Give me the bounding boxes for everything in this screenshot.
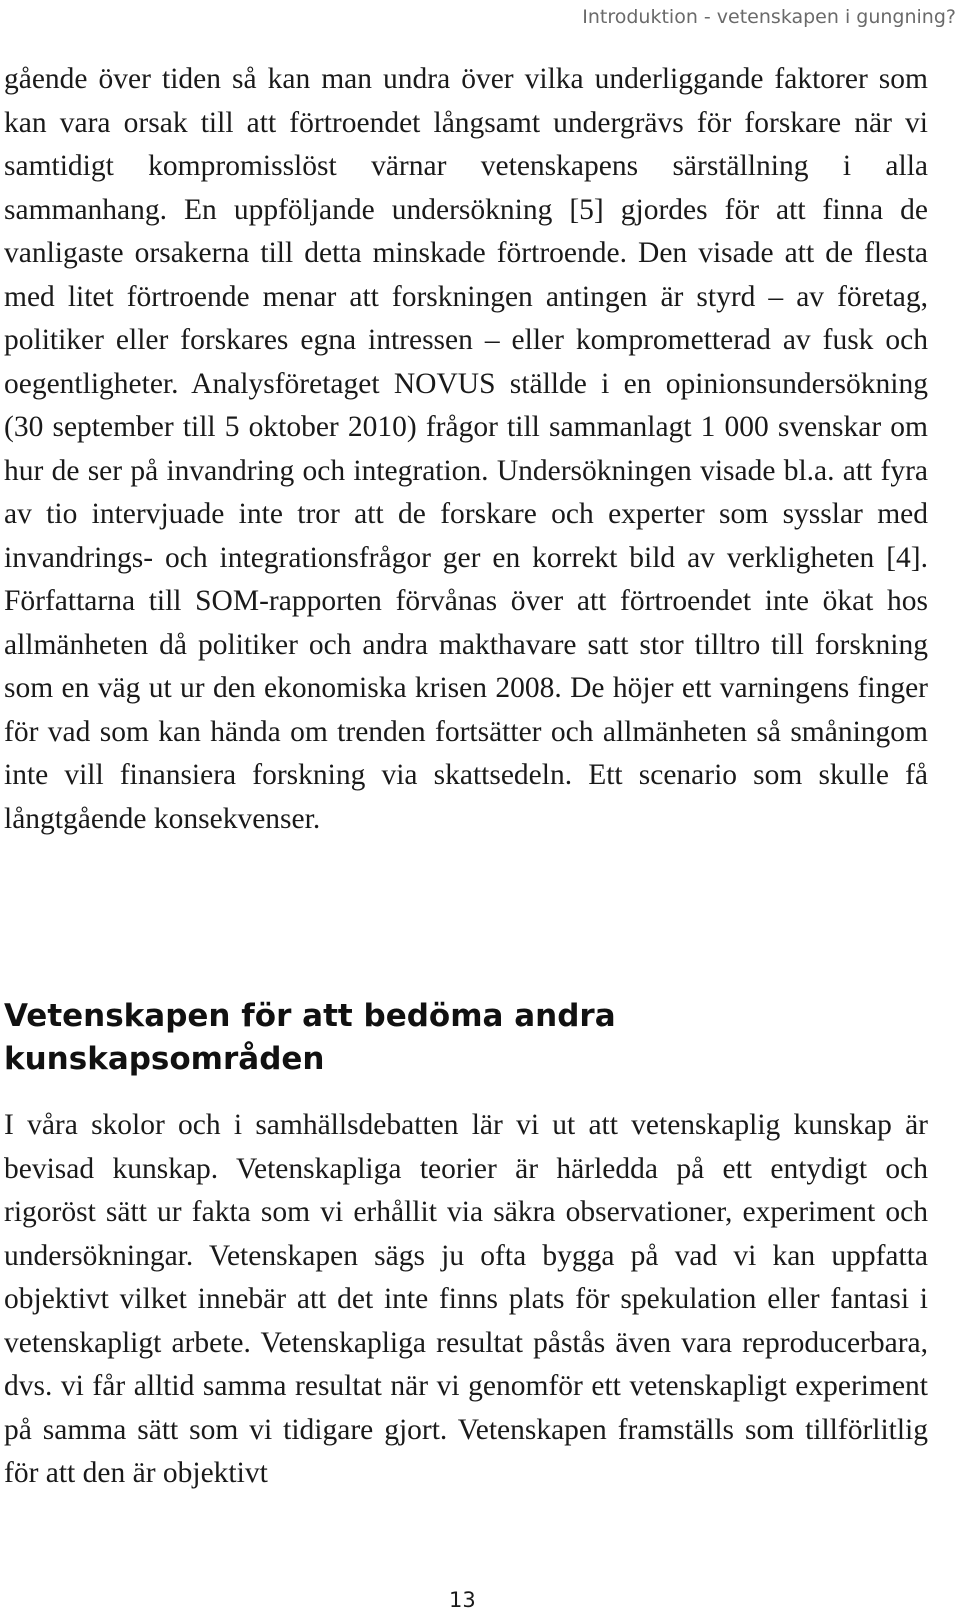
body-paragraph: I våra skolor och i samhällsdebatten lär vi ut att vetenskaplig kunskap är bevisad kunskap. Vetenskapliga teorier är härledda på ett entydigt och rigoröst sätt ur fakta som vi erhållit via säkra observationer, experiment och undersökningar. Vetenskapen sägs ju ofta bygga på vad vi kan uppfatta objektivt vilket innebär att det inte finns plats för spekulation eller fantasi i vetenskapligt arbete. Vetenskapliga resultat påstås även vara reproducerbara, dvs. vi får alltid samma resultat när vi genomför ett vetenskapligt experiment på samma sätt som vi tidigare gjort. Vetenskapen framställs som tillförlitlig för att den är objektivt xyxy=(4,1109,928,1489)
page-number: 13 xyxy=(449,1588,476,1612)
body-paragraph: gående över tiden så kan man undra över vilka underliggande faktorer som kan vara orsak till att förtroendet långsamt undergrävs för forskare när vi samtidigt kompromisslöst värnar vetenskapens särställning i alla sammanhang. En uppföljande undersökning [5] gjordes för att finna de vanligaste orsakerna till detta minskade förtroende. Den visade att de flesta med litet förtroende menar att forskningen antingen är styrd – av företag, politiker eller forskares egna intressen – eller komprometterad av fusk och oegentligheter. Analysföretaget NOVUS ställde i en opinionsundersökning (30 september till 5 oktober 2010) frågor till sammanlagt 1 000 svenskar om hur de ser på invandring och integration. Undersökningen visade bl.a. att fyra av tio intervjuade inte tror att de forskare och experter som sysslar med invandrings- och integrationsfrågor ger en korrekt bild av verkligheten [4]. Författarna till SOM-rapporten förvånas över att förtroendet inte ökat hos allmänheten då politiker och andra makthavare satt stor tilltro till forskning som en väg ut ur den ekonomiska krisen 2008. De höjer ett varningens finger för vad som kan hända om trenden fortsätter och allmänheten så småningom inte vill finansiera forskning via skattsedeln. Ett scenario som skulle få långtgående konsekvenser. xyxy=(4,63,928,835)
section-heading: Vetenskapen för att bedöma andra kunskapsområden xyxy=(4,998,616,1077)
running-header: Introduktion - vetenskapen i gungning? xyxy=(582,6,956,28)
